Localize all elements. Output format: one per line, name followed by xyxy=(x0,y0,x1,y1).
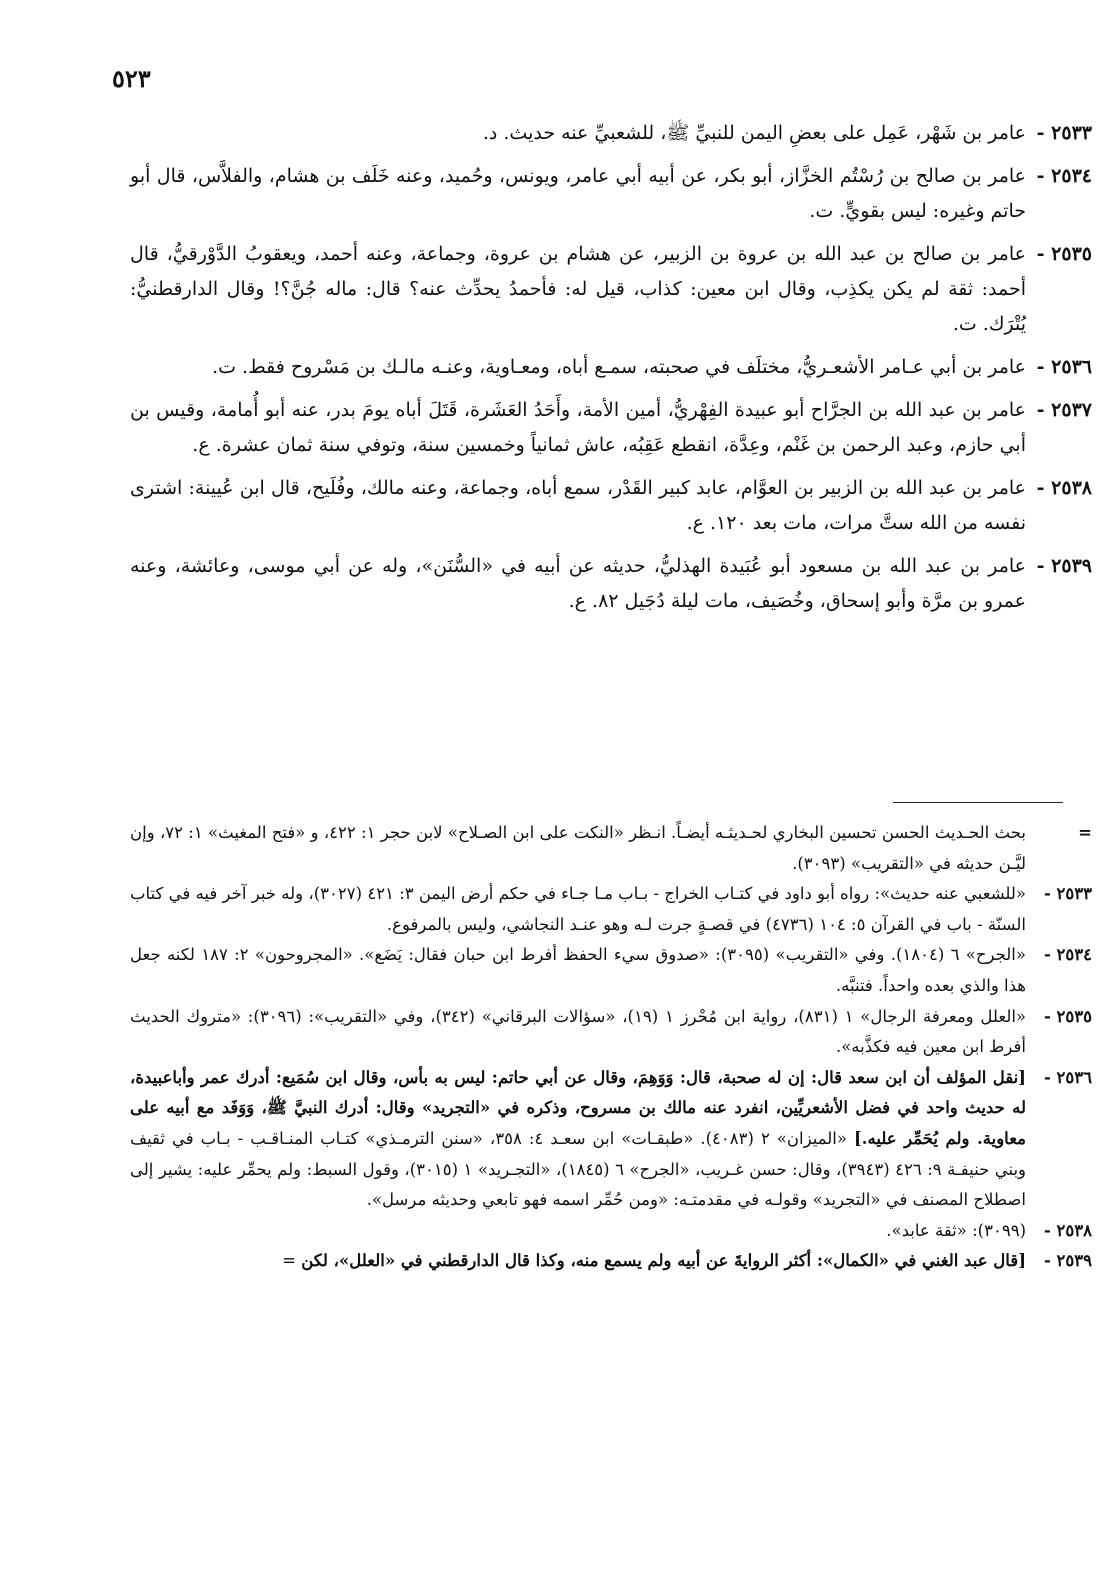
entry-text: عامر بن عبد الله بن الجرَّاح أبو عبيدة الفِهْريُّ، أمين الأمة، وأَحَدُ العَشَرة، قَتَلَ أباه يومَ بدر، عنه أبو أُمامة، وقيس بن أبي حازم، وعبد الرحمن بن غَنْم، وعِدَّة، انقطع عَقِبُه، عاش ثمانياً وخمسين سنة، وتوفي سنة ثمان عشرة. ع. xyxy=(130,399,1026,456)
entry-number: ٢٥٣٥ - xyxy=(1036,243,1092,265)
footnote-number: ٢٥٣٣ - xyxy=(1043,884,1092,904)
footnote xyxy=(130,1063,1092,1216)
footnote-text xyxy=(130,1246,1026,1277)
entry xyxy=(130,237,1092,342)
footnote-separator xyxy=(893,802,1063,803)
footnote-part: «العلل ومعرفة الرجال» ١ (٨٣١)، رواية ابن مُحْرز ١ (١٩)، «سؤالات البرقاني» (٣٤٢)، وفي «التقريب»: (٣٠٩٦): «متروك الحديث أفرط ابن معين فيه فكذَّبه». xyxy=(130,1006,1027,1057)
footnote-number: ٢٥٣٦ - xyxy=(1043,1067,1092,1087)
footnote xyxy=(130,1246,1092,1277)
entry-number: ٢٥٣٦ - xyxy=(1036,356,1092,378)
footnote-part: بحث الحـديث الحسن تحسين البخاري لحـديثـه أيضـاً. انـظر «النكت على ابن الصـلاح» لابن حجر ١: ٤٢٢، و «فتح المغيث» ١: ٧٢، وإن ليَّـن حديثه في «التقريب» (٣٠٩٣). xyxy=(130,823,1026,873)
entry xyxy=(130,471,1092,541)
entry xyxy=(130,393,1092,463)
entry xyxy=(130,549,1092,619)
footnote-text xyxy=(130,1216,1026,1247)
footnote xyxy=(130,940,1092,1001)
entry-text: عامر بن عبد الله بن مسعود أبو عُبَيدة الهذليُّ، حديثه عن أبيه في «السُّنَن»، وله عن أبي موسى، وعائشة، وعنه عمرو بن مرَّة وأبو إسحاق، وخُصَيف، مات ليلة دُجَيل ٨٢. ع. xyxy=(130,555,1026,612)
entry-text: عامر بن صالح بن عبد الله بن عروة بن الزبير، عن هشام بن عروة، وجماعة، وعنه أحمد، ويعقوبُ الدَّوْرقيُّ، قال أحمد: ثقة لم يكن يكذِب، وقال ابن معين: كذاب، قيل له: فأحمدُ يحدِّث عنه؟ قال: ماله جُنَّ؟! وقال الدارقطنيُّ: يُتْرَك. ت. xyxy=(130,243,1026,335)
biography-entries xyxy=(130,116,1092,627)
footnote-text xyxy=(130,1063,1026,1216)
footnote-part: «للشعبي عنه حديث»: رواه أبو داود في كتـاب الخراج - بـاب مـا جـاء في حكم أرض اليمن ٣: ٤٢١ (٣٠٢٧)، وله خبر آخر فيه في كتاب السنّة - باب في القرآن ٥: ١٠٤ (٤٧٣٦) في قصـةٍ جرت لـه وهو عنـد النجاشي، وليس بالمرفوع. xyxy=(130,884,1027,934)
entry-number: ٢٥٣٤ - xyxy=(1036,165,1092,187)
footnote-number: ٢٥٣٥ - xyxy=(1043,1006,1092,1026)
entry xyxy=(130,116,1092,151)
footnote xyxy=(130,1216,1092,1247)
footnote xyxy=(130,818,1092,879)
footnote xyxy=(130,1002,1092,1063)
footnote-bold-part: [نقل المؤلف أن ابن سعد قال: إن له صحبة، قال: وَوَهِمَ، وقال عن أبي حاتم: ليس به بأس، وقال ابن سُمَيع: أدرك عمر وأباعبيدة، له حديث واحد في فضل الأشعريِّين، انفرد عنه مالك بن مسروح، وذكره في «التجريد» وقال: أدرك النبيَّ ﷺ، وَوَفَد مع أبيه على معاوية. ولم يُحَمِّر عليه.] xyxy=(130,1067,1026,1148)
footnote-part: «الميزان» ٢ (٤٠٨٣). «طبقـات» ابن سعـد ٤: ٣٥٨، «سنن الترمـذي» كتـاب المنـاقـب - بـاب في ثقيف وبني حنيفـة ٩: ٤٢٦ (٣٩٤٣)، وقال: حسن غـريب، «الجرح» ٦ (١٨٤٥)، «التجـريد» ١ (٣٠١٥)، وقول السبط: ولم يحمِّر عليه: يشير إلى اصطلاح المصنف في «التجريد» وقولـه في مقدمتـه: «ومن حُمِّر اسمه فهو تابعي وحديثه مرسل». xyxy=(130,1128,1027,1210)
footnote-number: ٢٥٣٩ - xyxy=(1043,1251,1092,1271)
footnote-continuation-mark: = xyxy=(282,1251,302,1271)
footnote-number: ٢٥٣٤ - xyxy=(1043,945,1092,965)
page-number: ٥٢٣ xyxy=(112,64,151,93)
footnote-text xyxy=(130,1002,1026,1063)
footnote-part: «الجرح» ٦ (١٨٠٤). وفي «التقريب» (٣٠٩٥): «صدوق سيء الحفظ أفرط ابن حبان فقال: يَضَع». «المجروحون» ٢: ١٨٧ لكنه جعل هذا والذي بعده واحداً. فتنبَّه. xyxy=(130,945,1026,995)
footnote-part: (٣٠٩٩): «ثقة عابد». xyxy=(886,1220,1026,1240)
footnote-text xyxy=(130,879,1026,940)
footnotes xyxy=(130,818,1092,1277)
entry-number: ٢٥٣٣ - xyxy=(1036,122,1092,144)
entry-number: ٢٥٣٧ - xyxy=(1036,399,1092,421)
entry-text: عامر بن عبد الله بن الزبير بن العوَّام، عابد كبير القَدْر، سمع أباه، وجماعة، وعنه مالك، وفُلَيح، قال ابن عُيينة: اشترى نفسه من الله ستَّ مرات، مات بعد ١٢٠. ع. xyxy=(130,477,1026,534)
footnote-number: ٢٥٣٨ - xyxy=(1043,1220,1092,1240)
entry-number: ٢٥٣٩ - xyxy=(1036,555,1092,577)
entry xyxy=(130,350,1092,385)
entry-text: عامر بن صالح بن رُسْتُم الخزَّاز، أبو بكر، عن أبيه أبي عامر، ويونس، وحُميد، وعنه خَلَف بن هشام، والفلاَّس، قال أبو حاتم وغيره: ليس بقويٍّ. ت. xyxy=(130,165,1026,222)
entry-text: عامر بن أبي عـامر الأشعـريُّ، مختلَف في صحبته، سمـع أباه، ومعـاوية، وعنـه مالـك بن مَسْروح فقط. ت. xyxy=(212,356,1026,378)
footnote-marker: = xyxy=(1078,823,1092,842)
footnote-text xyxy=(130,940,1026,1001)
footnote xyxy=(130,879,1092,940)
footnote-text xyxy=(130,818,1026,879)
footnote-bold-part: [قال عبد الغني في «الكمال»: أكثر الروايةَ عن أبيه ولم يسمع منه، وكذا قال الدارقطني في «العلل»، لكن xyxy=(301,1251,1026,1271)
entry-text: عامر بن شَهْر، عَمِل على بعضِ اليمن للنبيِّ ﷺ، للشعبيِّ عنه حديث. د. xyxy=(482,122,1026,144)
entry xyxy=(130,159,1092,229)
entry-number: ٢٥٣٨ - xyxy=(1036,477,1092,499)
